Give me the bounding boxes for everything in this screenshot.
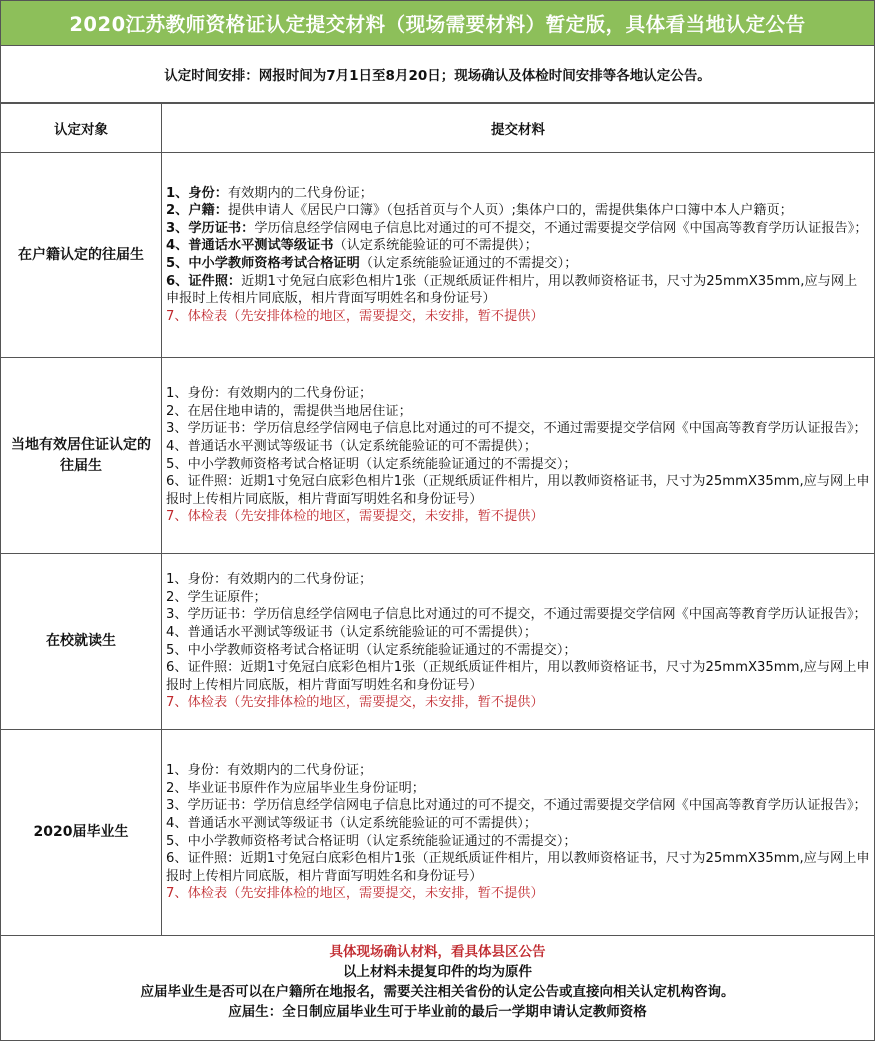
list-item: 7、体检表（先安排体检的地区，需要提交，未安排，暂不提供）: [166, 886, 544, 902]
list-item: 5、中小学教师资格考试合格证明（认定系统能验证通过的不需提交）；: [166, 833, 577, 849]
list-item: 1、身份：有效期内的二代身份证；: [166, 185, 373, 201]
list-item: 4、普通话水平测试等级证书（认定系统能验证的可不需提供）；: [166, 238, 538, 254]
row-materials: [162, 730, 875, 936]
list-item: 3、学历证书：学历信息经学信网电子信息比对通过的可不提交，不通过需要提交学信网《中国高等教育学历认证报告》；: [166, 607, 867, 623]
schedule-notice: 认定时间安排：网报时间为7月1日至8月20日；现场确认及体检时间安排等各地认定公告。: [1, 46, 874, 103]
list-item: 6、证件照：近期1寸免冠白底彩色相片1张（正规纸质证件相片，用以教师资格证书，尺寸为25mmX35mm,应与网上申报时上传相片同底版，相片背面写明姓名和身份证号）: [166, 474, 870, 507]
row-object: 在户籍认定的往届生: [1, 153, 162, 358]
row-object: 2020届毕业生: [1, 730, 162, 936]
list-item: 3、学历证书：学历信息经学信网电子信息比对通过的可不提交，不通过需要提交学信网《中国高等教育学历认证报告》；: [166, 798, 867, 814]
list-item: 7、体检表（先安排体检的地区，需要提交，未安排，暂不提供）: [166, 695, 544, 711]
header-object: 认定对象: [1, 104, 162, 153]
list-item: 7、体检表（先安排体检的地区，需要提交，未安排，暂不提供）: [166, 308, 544, 324]
table-row: [1, 730, 874, 936]
list-item: 2、学生证原件；: [166, 589, 267, 605]
list-item: 2、户籍：提供申请人《居民户口簿》（包括首页与个人页）;集体户口的，需提供集体户口簿中本人户籍页；: [166, 203, 793, 219]
row-materials: [162, 554, 875, 730]
row-object: 当地有效居住证认定的往届生: [1, 358, 162, 554]
footer-line-fresh-graduates: 应届生：全日制应届毕业生可于毕业前的最后一学期申请认定教师资格: [228, 1004, 647, 1020]
list-item: 6、证件照：近期1寸免冠白底彩色相片1张（正规纸质证件相片，用以教师资格证书，尺寸为25mmX35mm,应与网上申报时上传相片同底版，相片背面写明姓名和身份证号）: [166, 273, 858, 307]
list-item: 2、毕业证书原件作为应届毕业生身份证明；: [166, 780, 425, 796]
list-item: 4、普通话水平测试等级证书（认定系统能验证的可不需提供）；: [166, 438, 538, 454]
list-item: 1、身份：有效期内的二代身份证；: [166, 572, 373, 588]
footer-line-registration: 应届毕业生是否可以在户籍所在地报名，需要关注相关省份的认定公告或直接向相关认定机构咨询。: [140, 984, 735, 1000]
footer-line-county-notice: 具体现场确认材料，看具体县区公告: [329, 944, 546, 960]
list-item: 6、证件照：近期1寸免冠白底彩色相片1张（正规纸质证件相片，用以教师资格证书，尺寸为25mmX35mm,应与网上申报时上传相片同底版，相片背面写明姓名和身份证号）: [166, 660, 870, 693]
row-object: 在校就读生: [1, 554, 162, 730]
list-item: 3、学历证书：学历信息经学信网电子信息比对通过的可不提交，不通过需要提交学信网《中国高等教育学历认证报告》；: [166, 421, 867, 437]
footer-notes: [1, 936, 874, 1046]
row-materials: [162, 358, 875, 554]
page-title: 2020江苏教师资格证认定提交材料（现场需要材料）暂定版，具体看当地认定公告: [1, 1, 874, 46]
list-item: 1、身份：有效期内的二代身份证；: [166, 763, 373, 779]
header-materials: 提交材料: [162, 104, 875, 153]
materials-table: [1, 103, 874, 936]
list-item: 7、体检表（先安排体检的地区，需要提交，未安排，暂不提供）: [166, 509, 544, 525]
footer-line-originals: 以上材料未提复印件的均为原件: [343, 964, 532, 980]
table-header-row: [1, 104, 874, 153]
list-item: 4、普通话水平测试等级证书（认定系统能验证的可不需提供）；: [166, 815, 538, 831]
list-item: 3、学历证书：学历信息经学信网电子信息比对通过的可不提交，不通过需要提交学信网《中国高等教育学历认证报告》；: [166, 220, 868, 236]
table-row: [1, 153, 874, 358]
list-item: 6、证件照：近期1寸免冠白底彩色相片1张（正规纸质证件相片，用以教师资格证书，尺寸为25mmX35mm,应与网上申报时上传相片同底版，相片背面写明姓名和身份证号）: [166, 851, 870, 884]
list-item: 5、中小学教师资格考试合格证明（认定系统能验证通过的不需提交）；: [166, 256, 578, 271]
list-item: 4、普通话水平测试等级证书（认定系统能验证的可不需提供）；: [166, 624, 538, 640]
table-row: [1, 358, 874, 554]
table-row: [1, 554, 874, 730]
list-item: 2、在居住地申请的，需提供当地居住证；: [166, 403, 412, 419]
row-materials: [162, 153, 875, 358]
list-item: 5、中小学教师资格考试合格证明（认定系统能验证通过的不需提交）；: [166, 642, 577, 658]
list-item: 5、中小学教师资格考试合格证明（认定系统能验证通过的不需提交）；: [166, 456, 577, 472]
list-item: 1、身份：有效期内的二代身份证；: [166, 386, 373, 402]
